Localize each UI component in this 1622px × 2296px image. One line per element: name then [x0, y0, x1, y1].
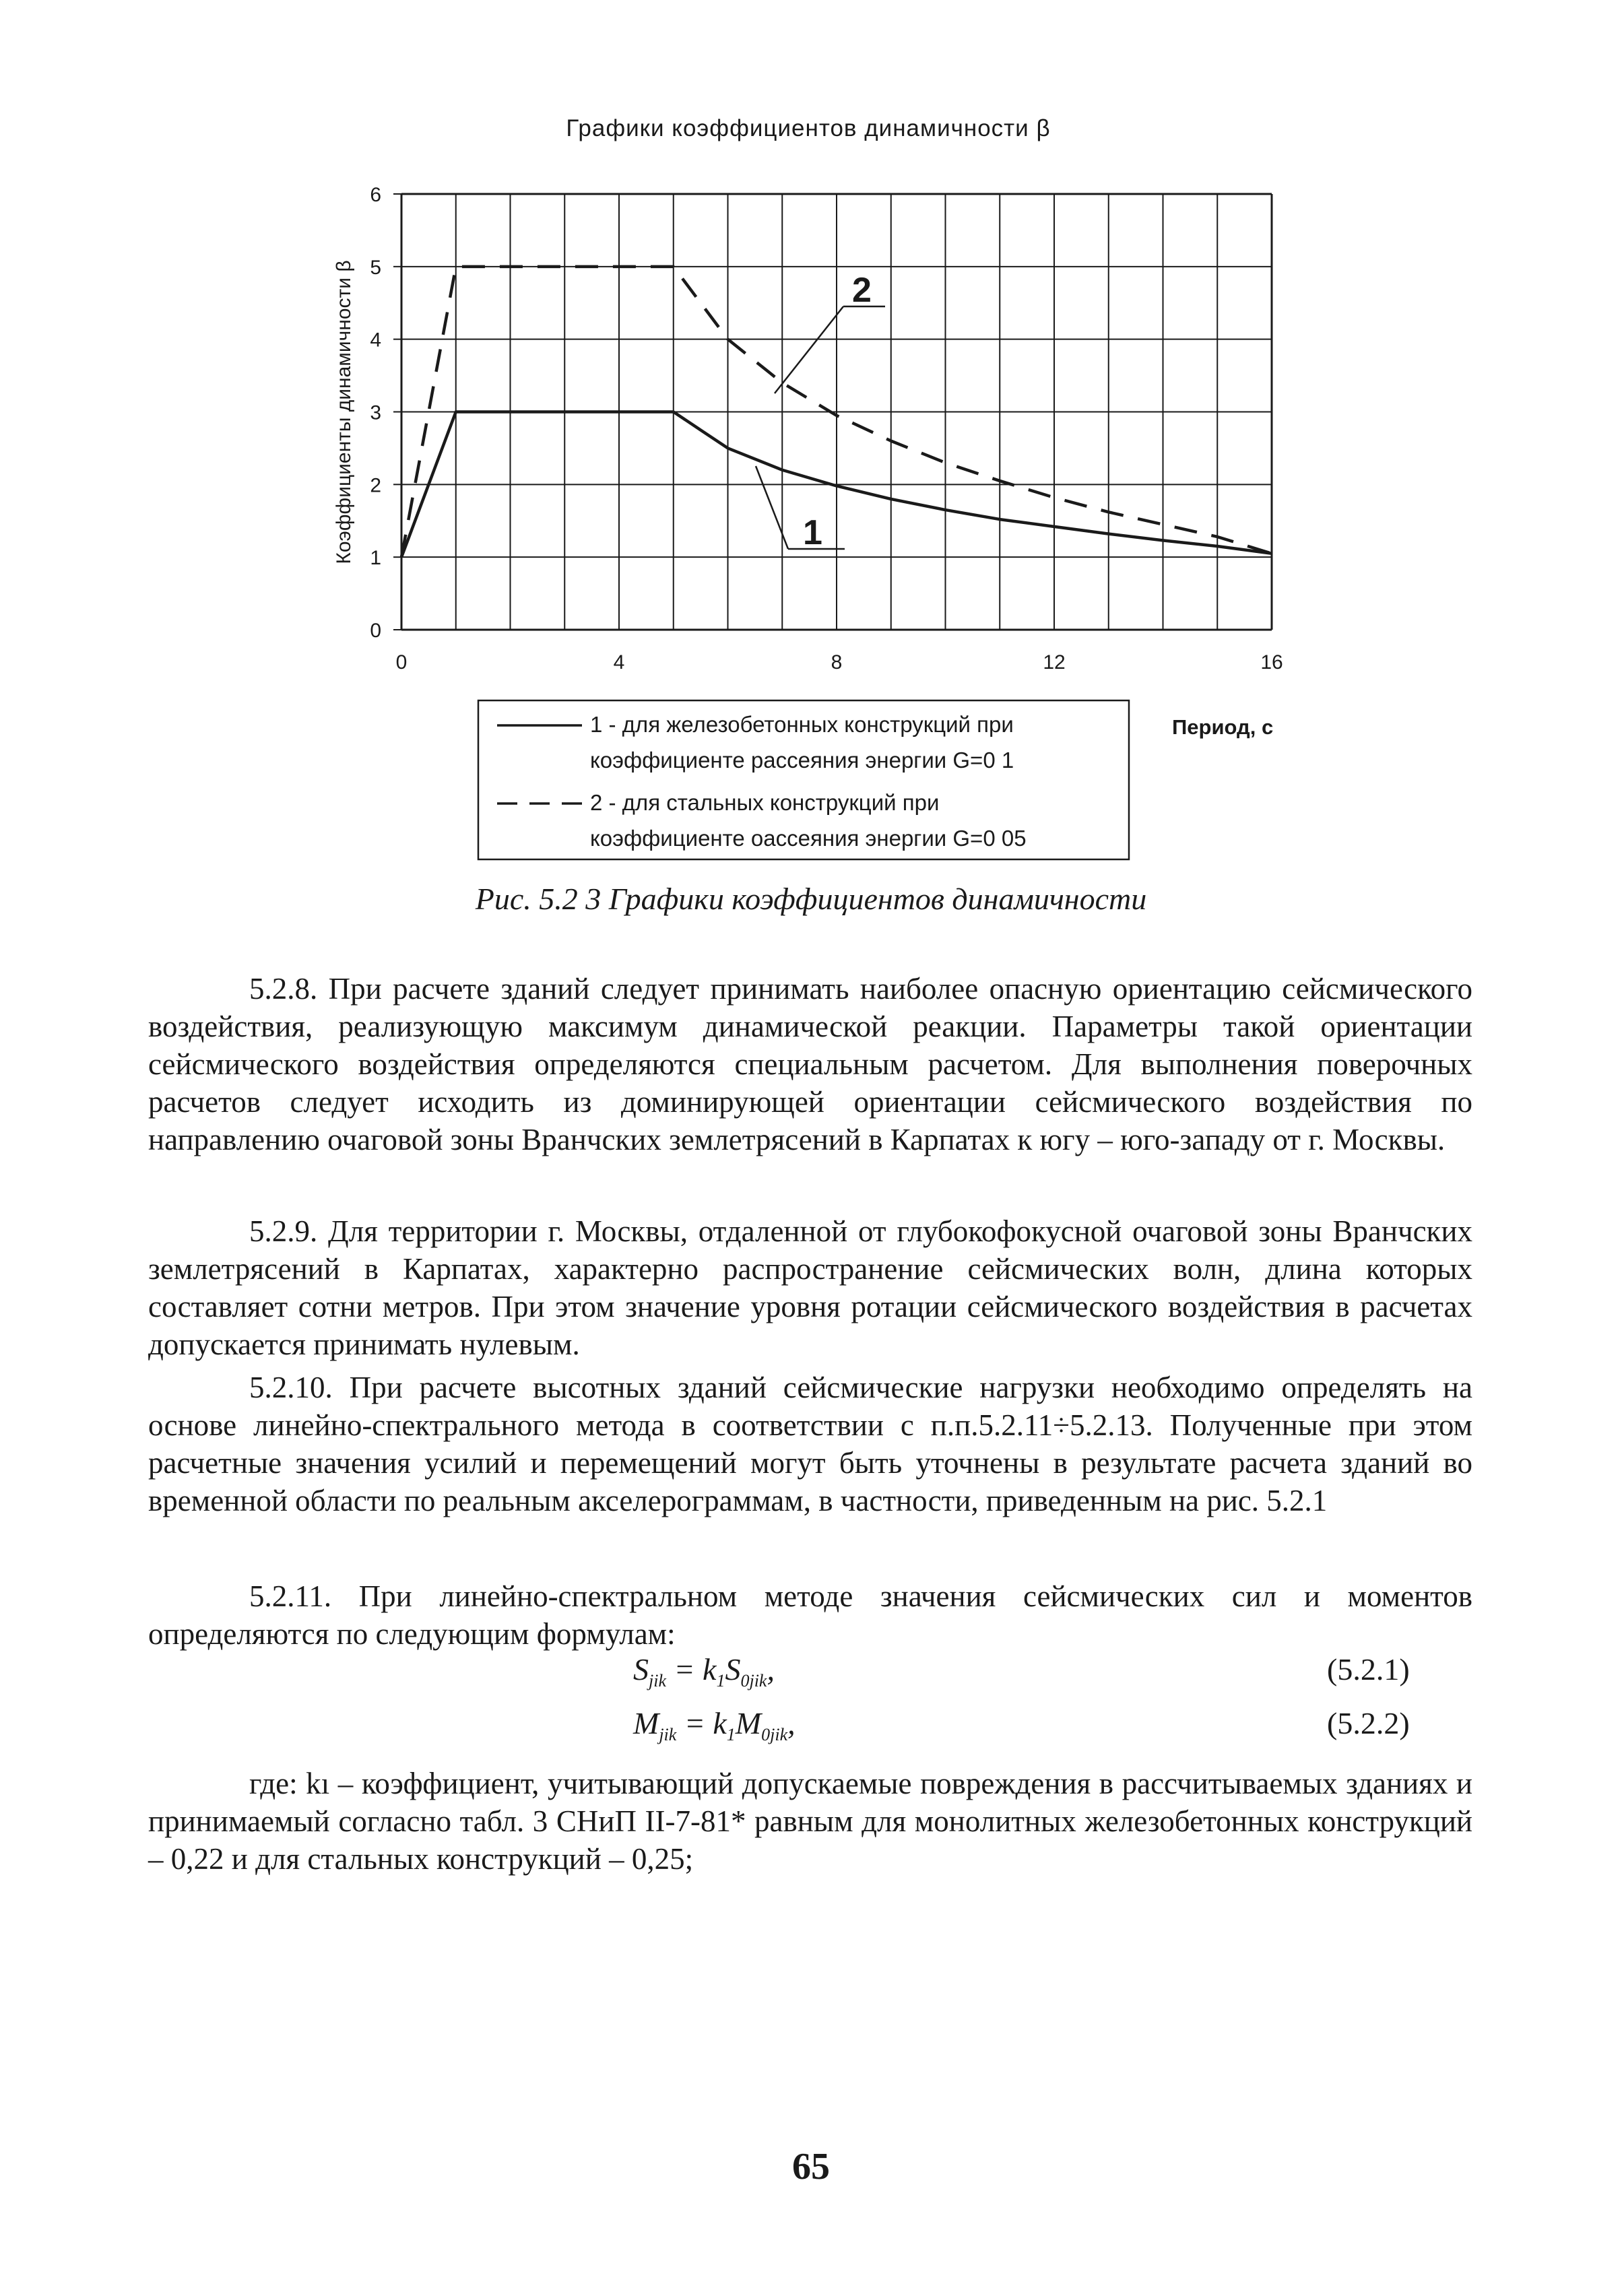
paragraph-where [148, 1765, 1472, 1878]
legend-entry-1-line1: 1 - для железобетонных конструкций при [590, 712, 1014, 737]
y-tick-label: 6 [370, 184, 381, 206]
paragraph-5-2-9 [148, 1212, 1472, 1363]
callout-2-label: 2 [852, 271, 872, 310]
formula-5-2-1: $S_{jik} = k_1S_{0jik}$, [633, 1652, 775, 1691]
callout-1-leader [756, 466, 788, 549]
legend-entry-1-line2: коэффициенте рассеяния энергии G=0 1 [590, 748, 1014, 773]
dynamic-coefficient-chart [0, 0, 1622, 916]
paragraph-5-2-11 [148, 1577, 1472, 1653]
figure-caption: Рис. 5.2 3 Графики коэффициентов динамичности [475, 882, 1147, 916]
paragraph-text: 5.2.11. При линейно-спектральном методе значения сейсмических сил и моментов определяются по следующим формулам: [148, 1579, 1472, 1651]
paragraph-text: 5.2.10. При расчете высотных зданий сейсмические нагрузки необходимо определять на основе линейно-спектрального метода в соответствии с п.п.5.2.11÷5.2.13. Полученные при этом расчетные значения усилий и перемещений могут быть уточнены в результате расчета зданий во временной области по реальным акселерограммам, в частности, приведенным на рис. 5.2.1 [148, 1371, 1472, 1517]
y-tick-label: 2 [370, 474, 381, 497]
callout-1-label: 1 [803, 513, 822, 552]
chart-tick-labels [370, 184, 1283, 674]
paragraph-text: где: kı – коэффициент, учитывающий допускаемые повреждения в рассчитываемых зданиях и принимаемый согласно табл. 3 СНиП II-7-81* равным для монолитных железобетонных конструкций – 0,22 и для стальных конструкций – 0,25; [148, 1767, 1472, 1876]
y-tick-label: 5 [370, 256, 381, 279]
x-tick-label: 0 [395, 651, 408, 674]
x-tick-label: 16 [1260, 651, 1283, 674]
callout-2-leader [775, 306, 843, 393]
y-tick-label: 0 [370, 620, 381, 642]
equation-number-5-2-1: (5.2.1) [1327, 1652, 1410, 1686]
paragraph-text: 5.2.9. Для территории г. Москвы, отдаленной от глубокофокусной очаговой зоны Вранчских землетрясений в Карпатах, характерно распространение сейсмических волн, длина которых составляет сотни метров. При этом значение уровня ротации сейсмического воздействия в расчетах допускается принимать нулевым. [148, 1214, 1472, 1361]
paragraph-5-2-8 [148, 970, 1472, 1158]
legend-entry-2-line1: 2 - для стальных конструкций при [590, 790, 940, 815]
x-axis-label: Период, с [1172, 715, 1274, 739]
legend-entry-2-line2: коэффициенте оассеяния энергии G=0 05 [590, 826, 1027, 851]
y-axis-label: Коэффициенты динамичности β [333, 260, 355, 564]
x-tick-label: 12 [1043, 651, 1066, 674]
y-tick-label: 1 [370, 547, 381, 570]
y-tick-label: 4 [370, 329, 381, 352]
formula-5-2-2: $M_{jik} = k_1M_{0jik}$, [633, 1706, 796, 1745]
paragraph-text: 5.2.8. При расчете зданий следует принимать наиболее опасную ориентацию сейсмического воздействия, реализующую максимум динамической реакции. Параметры такой ориентации сейсмического воздействия определяются специальным расчетом. Для выполнения поверочных расчетов следует исходить из доминирующей ориентации сейсмического воздействия по направлению очаговой зоны Вранчских землетрясений в Карпатах к югу – юго-западу от г. Москвы. [148, 972, 1472, 1156]
y-tick-label: 3 [370, 401, 381, 424]
equation-number-5-2-2: (5.2.2) [1327, 1706, 1410, 1740]
chart-title: Графики коэффициентов динамичности β [566, 115, 1051, 141]
x-tick-label: 4 [613, 651, 625, 674]
page-number: 65 [792, 2146, 830, 2188]
paragraph-5-2-10 [148, 1369, 1472, 1519]
x-tick-label: 8 [831, 651, 843, 674]
